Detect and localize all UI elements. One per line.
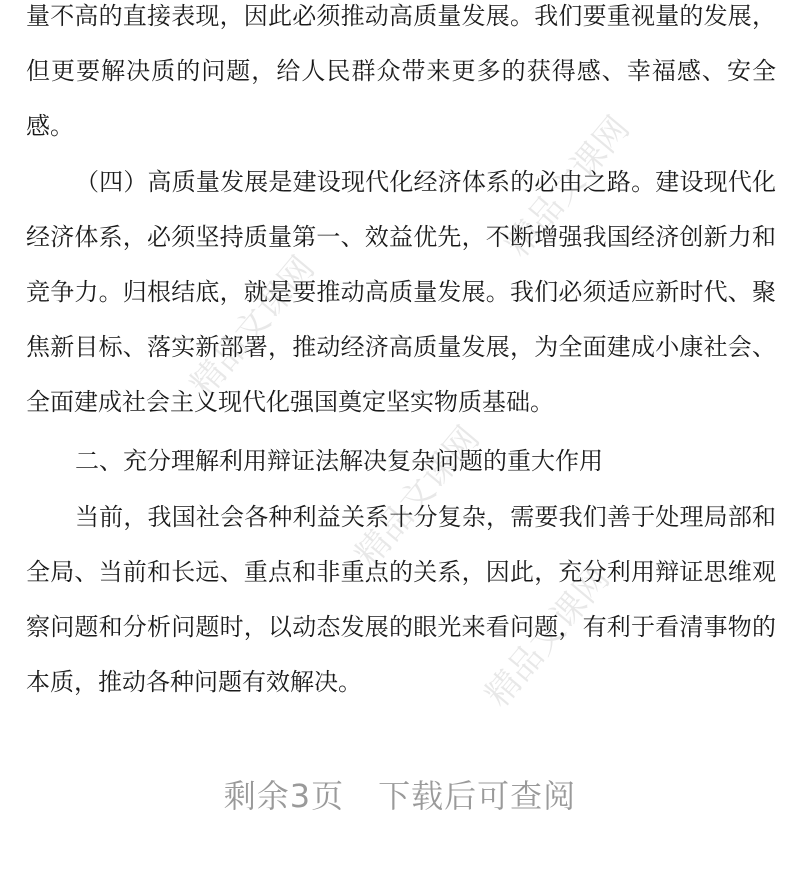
paragraph-dialectics: 当前，我国社会各种利益关系十分复杂，需要我们善于处理局部和全局、当前和长远、重点和非重点的关系，因此，充分利用辩证思维观察问题和分析问题时，以动态发展的眼光来看问题，有利于看清事物的本质，推动各种问题有效解决。 xyxy=(26,503,776,696)
remaining-pages-text: 剩余3页 xyxy=(223,777,345,815)
watermark: 精品文课网 xyxy=(477,558,618,715)
watermark: 精品文课网 xyxy=(182,248,323,405)
watermark: 精品文课网 xyxy=(347,418,488,575)
section-heading: 二、充分理解利用辩证法解决复杂问题的重大作用 xyxy=(75,447,603,475)
paragraph-continued: 量不高的直接表现，因此必须推动高质量发展。我们要重视量的发展，但更要解决质的问题，给人民群众带来更多的获得感、幸福感、安全感。 xyxy=(26,2,776,140)
download-prompt[interactable] xyxy=(0,772,800,820)
paragraph-section-four: （四）高质量发展是建设现代化经济体系的必由之路。建设现代化经济体系，必须坚持质量第一、效益优先，不断增强我国经济创新力和竞争力。归根结底，就是要推动高质量发展。我们必须适应新时代、聚焦新目标、落实新部署，推动经济高质量发展，为全面建成小康社会、全面建成社会主义现代化强国奠定坚实物质基础。 xyxy=(26,168,776,416)
download-to-view-text: 下载后可查阅 xyxy=(378,777,577,815)
watermark: 精品文课网 xyxy=(497,108,638,265)
